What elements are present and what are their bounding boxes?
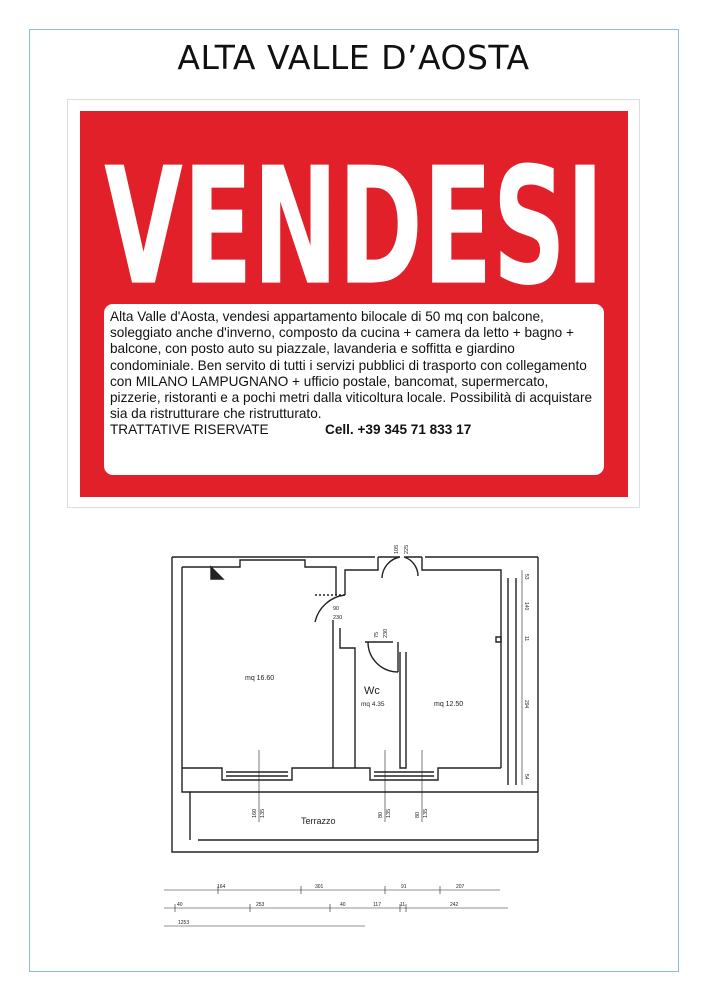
dim-row2-1: 40 [177, 902, 183, 908]
dim-row2-2: 253 [256, 902, 265, 908]
chimney-mark [211, 567, 223, 579]
dim-row2-6: 242 [450, 902, 459, 908]
dim-row2-4: 117 [373, 902, 381, 908]
vendesi-title-text: VENDESI [104, 132, 604, 295]
door-hall-dim-2: 230 [333, 615, 343, 621]
dim-row1-2: 301 [315, 884, 324, 890]
side-dim-4: 294 [523, 700, 529, 709]
side-dim-1: 53 [523, 574, 529, 580]
window-left-dim-1: 160 [252, 808, 258, 818]
side-dim-5: 54 [523, 774, 529, 780]
window-right-dim-2: 135 [423, 808, 429, 818]
window-wc-dim-1: 80 [378, 811, 384, 818]
trattative-label: TRATTATIVE RISERVATE [110, 422, 269, 438]
sign-footer [110, 422, 598, 438]
vendesi-title [80, 125, 628, 295]
dim-row1-4: 207 [456, 884, 465, 890]
page-heading: ALTA VALLE D’AOSTA [177, 38, 530, 77]
door-top-dim-2: 225 [404, 544, 410, 554]
side-dim-2: 140 [523, 602, 529, 611]
window-wc-dim-2: 135 [386, 808, 392, 818]
right-room-wall [422, 557, 501, 768]
window-left-dim-2: 135 [260, 808, 266, 818]
dim-row2-5: 11 [400, 902, 406, 908]
door-top-dim-1: 105 [394, 544, 400, 554]
left-room-top-wall [182, 560, 336, 595]
floor-plan [160, 540, 560, 935]
phone-number: Cell. +39 345 71 833 17 [325, 422, 472, 438]
floor-plan-drawing [160, 540, 560, 935]
right-room-area: mq 12.50 [434, 701, 464, 708]
left-room-area: mq 16.60 [245, 675, 275, 682]
vendesi-sign [80, 111, 628, 497]
door-wc-dim-2: 230 [383, 628, 389, 638]
side-dim-3: 11 [523, 636, 529, 642]
sign-description: Alta Valle d'Aosta, vendesi appartamento bilocale di 50 mq con balcone, soleggiato anche d'inverno, composto da cucina + camera da letto + bagno + balcone, con posto auto su piazzale, lavanderia e soffitta e giardino condominiale. Ben servito di tutti i servizi pubblici di trasporto con collegamento con MILANO LAMPUGNANO + ufficio postale, bancomat, supermercato, pizzerie, ristoranti e a pochi metri dalla viticoltura locale. Possibilità di acquistare sia da ristrutturare che ristrutturato. [110, 309, 593, 422]
dim-total: 1253 [178, 920, 190, 926]
wc-partition [400, 652, 406, 768]
wc-label: Wc [364, 685, 380, 697]
dim-row1-1: 164 [217, 884, 226, 890]
door-wc-dim-1: 75 [374, 631, 380, 638]
window-right-dim-1: 80 [415, 811, 421, 818]
wc-area: mq 4.35 [361, 701, 385, 708]
dim-row2-3: 40 [340, 902, 346, 908]
dim-row1-3: 91 [401, 884, 407, 890]
sign-description-box [104, 304, 604, 475]
terrace-label: Terrazzo [301, 816, 336, 826]
door-hall-dim-1: 90 [333, 606, 340, 612]
